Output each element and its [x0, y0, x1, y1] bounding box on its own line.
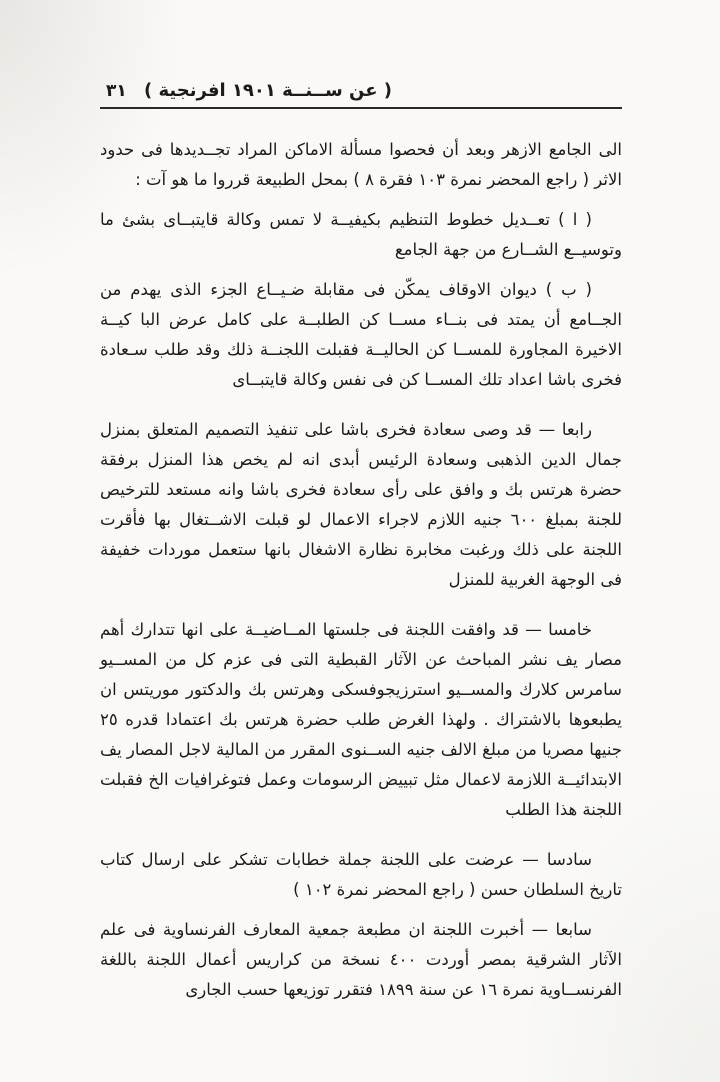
paragraph-seventh: سابعا — أخبرت اللجنة ان مطبعة جمعية المعارف الفرنساوية فى علم الآثار الشرقية بمصر أوردت ٤٠٠ نسخة من كراريس أعمال اللجنة باللغة الفرنســاوية نمرة ١٦ عن سنة ١٨٩٩ فتقرر توزيعها حسب الجارى: [100, 920, 622, 1000]
paragraph-item-a: ( ا ) تعــديل خطوط التنظيم بكيفيــة لا تمس وكالة قايتبــاى بشئ ما وتوسيــع الشــارع من جهة الجامع: [100, 210, 622, 260]
page-body: [100, 135, 622, 1005]
paragraph-item-b: ( ب ) ديوان الاوقاف يمكّن فى مقابلة ضـيــاع الجزء الذى يهدم من الجــامع أن يمتد فى بنــاء مســا كن الطلبــة على كامل عرض البا كيــة الاخيرة المجاورة للمســا كن الحاليــة فقبلت اللجنــة ذلك وقد طلب سـعادة فخرى باشا اعداد تلك المســا كن فى نفس وكالة قايتبــاى: [100, 280, 622, 390]
page-number: ٣١: [106, 81, 127, 101]
page-header: [100, 80, 622, 101]
header-divider: [100, 107, 622, 109]
header-title: ( عن ســنــة ١٩٠١ افرنجية ): [144, 80, 392, 101]
paragraph-intro: الى الجامع الازهر وبعد أن فحصوا مسألة الاماكن المراد تجــديدها فى حدود الاثر ( راجع المحضر نمرة ١٠٣ فقرة ٨ ) بمحل الطبيعة قرروا ما هو آت :: [100, 140, 622, 190]
paragraph-sixth: سادسا — عرضت على اللجنة جملة خطابات تشكر على ارسال كتاب تاريخ السلطان حسن ( راجع المحضر نمرة ١٠٢ ): [100, 850, 622, 900]
paragraph-fifth: خامسا — قد وافقت اللجنة فى جلستها المــاضيــة على انها تتدارك أهم مصار يف نشر المباحث عن الآثار القبطية التى فى عزم كل من المســيو سامرس كلارك والمســيو استرزيجوفسكى وهرتس بك والدكتور موريتس ان يطبعوها بالاشتراك . ولهذا الغرض طلب حضرة هرتس بك اعتمادا قدره ٢٥ جنيها مصريا من مبلغ الالف جنيه الســنوى المقرر من المالية لاجل المصار يف الابتدائيــة اللازمة لاعمال مثل تبييض الرسومات وعمل فتوغرافيات الخ فقبلت اللجنة هذا الطلب: [100, 620, 622, 820]
paragraph-fourth: رابعا — قد وصى سعادة فخرى باشا على تنفيذ التصميم المتعلق بمنزل جمال الدين الذهبى وسعادة الرئيس أبدى انه لم يخص هذا المنزل برفقة حضرة هرتس بك و وافق على رأى سعادة فخرى باشا وانه مستعد للترخيص للجنة بمبلغ ٦٠٠ جنيه اللازم لاجراء الاعمال لو قبلت الاشــتغال بها فأقرت اللجنة على ذلك ورغبت مخابرة نظارة الاشغال بانها ستعمل موردات خفيفة فى الوجهة الغربية للمنزل: [100, 420, 622, 590]
